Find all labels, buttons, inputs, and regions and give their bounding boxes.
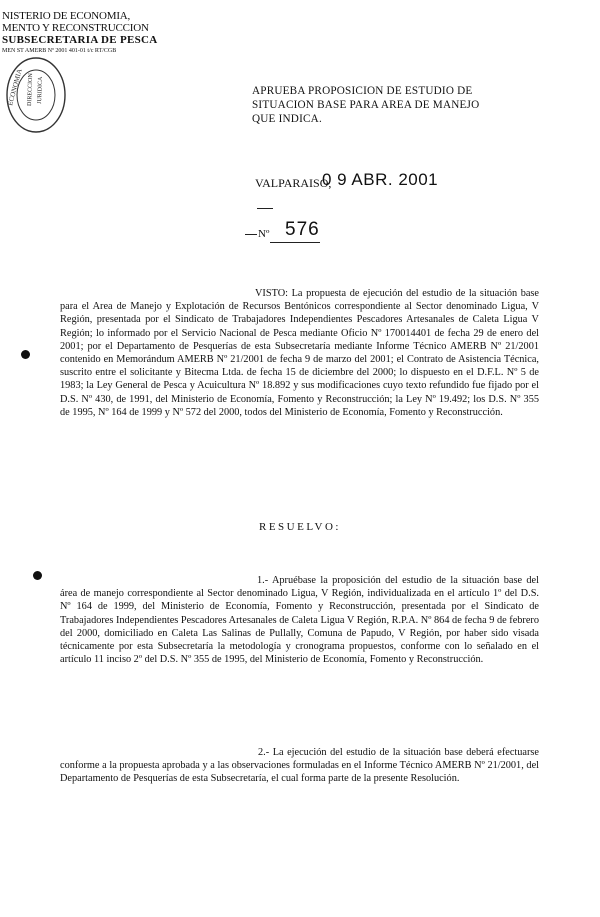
resolution-number: 576 [285,219,320,240]
article-2-text: La ejecución del estudio de la situación base deberá efectuarse conforme a la propuesta aprobada y a las observaciones formuladas en el Informe Técnico AMERB Nº 21/2001, del Departamento de Pesquerías de esta Subsecretaría, el cual forma parte de la presente Resolución. [60,747,539,785]
number-prefix: Nº [258,228,270,240]
letterhead-ministry-line-2: MENTO Y RECONSTRUCCION [2,22,149,34]
article-1-text: Apruébase la proposición del estudio de la situación base del área de manejo correspondiente al Sector denominado Ligua, V Región, individualizada en el artículo 1º del D.S. Nº 164 de 1999, del Ministerio de Economía, Fomento y Reconstrucción, presentada por el Sindicato de Trabajadores Independientes Pescadores Artesanales de Caleta Ligua V Región, R.P.A. Nº 864 de fecha 9 de febrero del 2000, domiciliado en Caleta Las Salinas de Pullally, Comuna de Papudo, V Región, por haber sido visada técnicamente por esta Subsecretaría la metodología y cronograma propuestos, conforme con lo señalado en el artículo 11 inciso 2º del D.S. Nº 355 de 1995, del Ministerio de Economía, Fomento y Reconstrucción. [60,575,539,666]
svg-text:JURIDICA: JURIDICA [37,76,44,105]
punch-hole-mark [21,350,30,359]
place-label: VALPARAISO, [255,176,332,190]
letterhead [2,10,162,55]
number-underline [270,242,320,243]
divider [257,208,273,209]
svg-text:ECONOMIA: ECONOMIA [6,67,24,107]
visto-body: La propuesta de ejecución del estudio de la situación base para el Area de Manejo y Explotación de Recursos Bentónicos correspondiente al Sector denominado Ligua, V Región, presentada por el Sindicato de Trabajadores Independientes Pescadores Artesanales de Caleta Ligua V Región; lo informado por el Servicio Nacional de Pesca mediante Oficio Nº 170014401 de fecha 29 de enero del 2001; por el Departamento de Pesquerías de esta Subsecretaría mediante Informe Técnico AMERB Nº 21/2001 contenido en Memorándum AMERB Nº 21/2001 de fecha 9 de marzo del 2001; el Contrato de Asistencia Técnica, suscrito entre el solicitante y Bitecma Ltda. de fecha 15 de diciembre del 2000; lo dispuesto en el D.F.L. Nº 5 de 1983; la Ley General de Pesca y Acuicultura Nº 18.892 y sus modificaciones cuyo texto refundido fue fijado por el D.S. Nº 430, de 1991, del Ministerio de Economía, Fomento y Reconstrucción; la Ley Nº 19.492; los D.S. Nº 355 de 1995, Nº 164 de 1999 y Nº 572 del 2000, todos del Ministerio de Economía, Fomento y Reconstrucción. [60,288,540,418]
svg-text:DIRECCION: DIRECCION [27,73,35,107]
article-2 [60,746,539,786]
date-stamp: 0 9 ABR. 2001 [322,170,439,189]
visto-paragraph [60,287,539,419]
letterhead-reference: MEN ST AMERB Nº 2001 401-01 t/c RT/CGB [2,48,117,54]
visto-lead: VISTO: [255,288,288,299]
document-title: APRUEBA PROPOSICION DE ESTUDIO DE SITUACION BASE PARA AREA DE MANEJO QUE INDICA. [252,85,480,125]
article-1-number: 1.- [257,575,269,586]
official-seal-stamp-icon [3,54,67,136]
number-label [245,228,269,240]
letterhead-subsecretaria: SUBSECRETARIA DE PESCA [2,34,158,46]
article-2-number: 2.- [258,747,270,758]
letterhead-ministry-line: NISTERIO DE ECONOMIA, [2,10,131,22]
punch-hole-mark [33,571,42,580]
article-1 [60,574,539,666]
resuelvo-heading: RESUELVO: [259,521,341,533]
